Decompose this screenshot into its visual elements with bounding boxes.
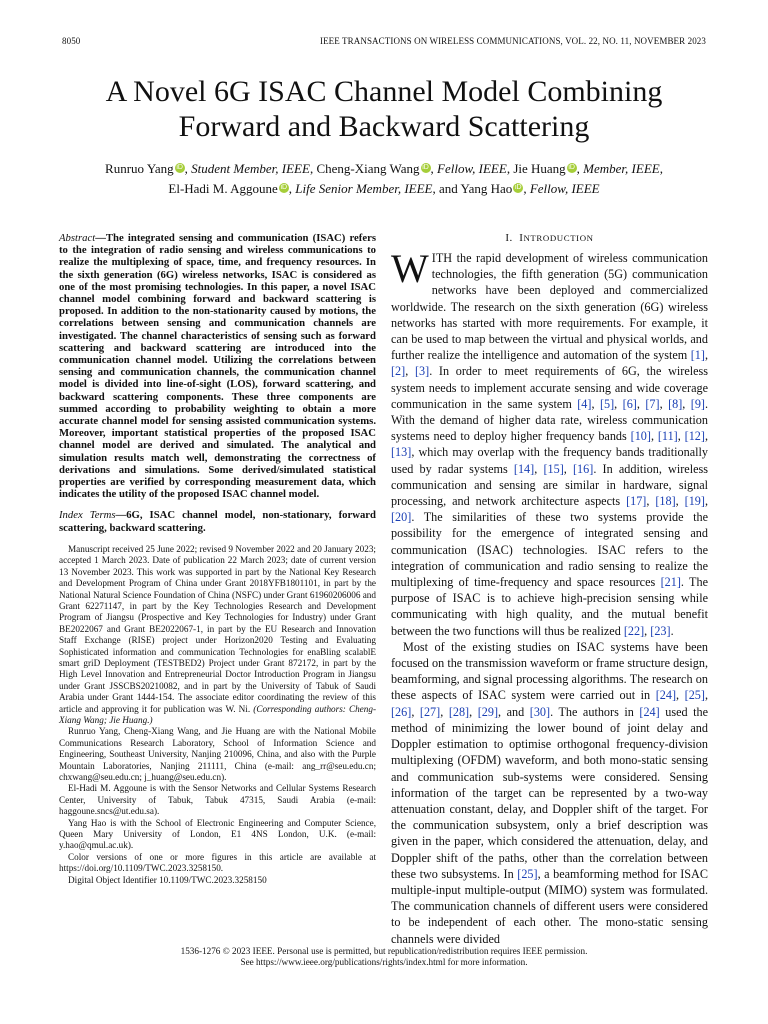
footnote-manuscript: Manuscript received 25 June 2022; revised 9 November 2022 and 20 January 2023; accepted 1 March 2023. Date of publication 22 March 2023; date of current version 13 November 2023. This work was supported in part by the National Key Research and Development Program of China under Grant 2018YFB1801101, in part by the National Natural Science Foundation of China (NSFC) under Grant 61960206006 and Grant 62271147, in part by the Key Technologies Research and Development Program of Jiangsu (Prospective and Key Technologies for Industry) under Grant BE2022067 and Grant BE2022067-1, in part by the EU Research and Innovation Staff Exchange (RISE) project under Horizon2020 Testing and Evaluating Sophisticated information and communication Technologies for enaBling scalablE smart griD Deployment (TESTBED2) Project under Grant 872172, in part by the High Level Innovation and Entrepreneurial Doctor Introduction Program in Jiangsu under Grant JSSCBS20210082, and in part by the University of Tabuk of Saudi Arabia under Grant 1444-154. The associate editor coordinating the review of this article and approving it for publication was W. Ni. (Corresponding authors: Cheng-Xiang Wang; Jie Huang.) xyxy=(59,543,377,725)
citation-link[interactable]: [6] xyxy=(622,396,637,411)
author-name: Runruo Yang xyxy=(105,161,174,176)
citation-link[interactable]: [10] xyxy=(630,429,651,444)
citation-link[interactable]: [4] xyxy=(577,396,592,411)
corresponding-authors: (Corresponding authors: Cheng-Xiang Wang; Jie Huang.) xyxy=(59,703,377,725)
abstract: Abstract—The integrated sensing and communication (ISAC) refers to the integration of radio sensing and wireless communications to realize the multiplexing of space, time, and frequency resources. In the sixth generation (6G) wireless networks, ISAC is considered as one of the most promising technologies. In this paper, a novel ISAC channel model combining forward and backward scattering is proposed. In addition to the non-stationarity caused by motions, the correlations between sensing and communication channels are investigated. The channel characteristics of sensing such as forward scattering and backward scattering are introduced into the communication channel model. Utilizing the correlations between sensing and communication channels, the communication channel model is divided into line-of-sight (LOS), forward scattering, and backward scattering components. These three components are summed according to probability weighting to obtain a more accurate channel model for sensing assisted communication systems. Moreover, important statistical properties of the proposed ISAC channel model are derived and simulated. The analytical and simulation results match well, demonstrating the correctness of derivations and simulations. Some derived/simulated statistical properties are verified by corresponding measurement data, which indicates the utility of the proposed ISAC channel model. xyxy=(59,232,376,501)
citation-link[interactable]: [27] xyxy=(419,704,441,719)
author-role: Student Member, IEEE xyxy=(191,161,310,176)
citation-link[interactable]: [23] xyxy=(650,623,671,638)
citation-link[interactable]: [15] xyxy=(543,461,564,476)
footnote-affiliation: El-Hadi M. Aggoune is with the Sensor Networks and Cellular Systems Research Center, University of Tabuk, Tabuk 47315, Saudi Arabia (e-mail: haggoune.sncs@ut.edu.sa). xyxy=(59,783,376,817)
drop-cap: W xyxy=(391,246,429,291)
copyright-line: 1536-1276 © 2023 IEEE. Personal use is permitted, but republication/redistribution requires IEEE permission. xyxy=(180,946,588,956)
author-name: Jie Huang xyxy=(513,161,566,176)
footnote-affiliation: Yang Hao is with the School of Electronic Engineering and Computer Science, Queen Mary University of London, E1 4NS London, U.K. (e-mail: y.hao@qmul.ac.uk). xyxy=(59,817,376,851)
orcid-icon[interactable]: iD xyxy=(568,164,575,171)
citation-link[interactable]: [13] xyxy=(391,445,412,460)
citation-link[interactable]: [8] xyxy=(668,396,683,411)
author-line: El-Hadi M. Aggoune iD , Life Senior Member, IEEE, and Yang Hao iD , Fellow, IEEE xyxy=(168,181,600,196)
page-number: 8050 xyxy=(62,36,81,46)
citation-link[interactable]: [20] xyxy=(391,510,412,525)
orcid-icon[interactable]: iD xyxy=(422,164,429,171)
citation-link[interactable]: [30] xyxy=(529,704,551,719)
citation-link[interactable]: [14] xyxy=(513,461,535,476)
copyright-footer xyxy=(40,946,728,969)
orcid-icon[interactable]: iD xyxy=(515,184,522,191)
left-column xyxy=(59,232,376,886)
footnote-affiliation: Runruo Yang, Cheng-Xiang Wang, and Jie Huang are with the National Mobile Communications Research Laboratory, School of Information Science and Engineering, Southeast University, Nanjing 210096, China, and also with the Purple Mountain Laboratories, Nanjing 211111, China (e-mail: ang_rr@seu.edu.cn; chxwang@seu.edu.cn; j_huang@seu.edu.cn). xyxy=(59,726,376,782)
citation-link[interactable]: [28] xyxy=(448,704,470,719)
citation-link[interactable]: [3] xyxy=(414,364,430,379)
author-role: Member, IEEE xyxy=(583,161,660,176)
footnote-color-versions: Color versions of one or more figures in this article are available at https://doi.org/10.1109/TWC.2023.3258150. xyxy=(59,851,376,874)
citation-link[interactable]: [25] xyxy=(684,688,705,703)
citation-link[interactable]: [9] xyxy=(690,396,705,411)
author-role: Fellow, IEEE xyxy=(437,161,507,176)
author-role: Fellow, IEEE xyxy=(529,181,600,196)
index-terms-lead: Index Terms xyxy=(59,509,116,522)
rights-line: See https://www.ieee.org/publications/rights/index.html for more information. xyxy=(240,957,528,968)
citation-link[interactable]: [7] xyxy=(645,396,660,411)
citation-link[interactable]: [5] xyxy=(599,396,615,411)
footnote-doi: Digital Object Identifier 10.1109/TWC.2023.3258150 xyxy=(68,874,267,885)
citation-link[interactable]: [22] xyxy=(623,623,645,638)
citation-link[interactable]: [18] xyxy=(655,494,676,509)
author-role: Life Senior Member, IEEE xyxy=(295,181,433,196)
citation-link[interactable]: [16] xyxy=(573,461,594,476)
author-name: El-Hadi M. Aggoune xyxy=(168,181,278,196)
intro-paragraph: Most of the existing studies on ISAC systems have been focused on the transmission waveform or frame structure design, beamforming, and signal processing algorithms. The research on these aspects of ISAC system were carried out in [24], [25], [26], [27], [28], [29], and [30]. The authors in [24] used the method of minimizing the lower bound of joint delay and Doppler estimation to optimise orthogonal frequency-division multiplexing (OFDM) waveform, and both mono-static sensing and communication sub-systems were considered. Sensing information of the target can be represented by a two-way attenuation constant, delay, and Doppler shift of the target. For the communication subsystem, only a brief description was given in the paper, which considered the attenuation, delay, and Doppler shift of the paths, other than the correlation between these two subsystems. In [25], a beamforming method for ISAC multiple-input multiple-output (MIMO) system was formulated. The communication channels of different users were considered to be independent of each other. The mono-static sensing channels were divided xyxy=(391,639,709,946)
right-column xyxy=(391,232,708,947)
journal-header: IEEE TRANSACTIONS ON WIRELESS COMMUNICATIONS, VOL. 22, NO. 11, NOVEMBER 2023 xyxy=(319,36,706,46)
author-line: Runruo Yang iD , Student Member, IEEE, Cheng-Xiang Wang iD , Fellow, IEEE, Jie Huang iD , Member, IEEE, xyxy=(105,161,663,176)
citation-link[interactable]: [29] xyxy=(477,704,499,719)
index-terms-text: 6G, ISAC channel model, non-stationary, forward scattering, backward scattering. xyxy=(59,509,376,534)
index-terms: Index Terms—6G, ISAC channel model, non-stationary, forward scattering, backward scattering. xyxy=(59,509,376,534)
footnotes xyxy=(59,544,376,886)
citation-link[interactable]: [19] xyxy=(684,494,705,509)
abstract-text: The integrated sensing and communication (ISAC) refers to the integration of radio sensing and wireless communications to realize the multiplexing of space, time, and frequency resources. In the sixth generation (6G) wireless networks, ISAC is considered as one of the most promising technologies. In this paper, a novel ISAC channel model combining forward and backward scattering is proposed. In addition to the non-stationarity caused by motions, the correlations between sensing and communication channels are investigated. The channel characteristics of sensing such as forward scattering and backward scattering are introduced into the communication channel model. Utilizing the correlations between sensing and communication channels, the communication channel model is divided into line-of-sight (LOS), forward scattering, and backward scattering components. These three components are summed according to probability weighting to obtain a more accurate channel model for sensing assisted communication systems. Moreover, important statistical properties of the proposed ISAC channel model are derived and simulated. The analytical and simulation results match well, demonstrating the correctness of derivations and simulations. Some derived/simulated statistical properties are verified by corresponding measurement data, which indicates the utility of the proposed ISAC channel model. xyxy=(59,232,376,501)
intro-paragraph: WITH the rapid development of wireless communication technologies, the fifth generation (5G) communication networks have been deployed and commercialized worldwide. The research on the sixth generation (6G) wireless networks has started with more requirements. For example, it can be used to map between the virtual and physical worlds, and further realize the intelligence and automation of the system [1], [2], [3]. In order to meet requirements of 6G, the wireless system needs to implement accurate sensing and wide coverage communication in the same system [4], [5], [6], [7], [8], [9]. With the demand of higher data rate, wireless communication systems need to deploy higher frequency bands [10], [11], [12], [13], which may overlap with the frequency bands traditionally used by radar systems [14], [15], [16]. In addition, wireless communication and sensing are similar in hardware, signal processing, and network architecture aspects [17], [18], [19], [20]. The similarities of these two systems provide the possibility for the emergence of integrated sensing and communication (ISAC) technologies. ISAC refers to the integration of communication and radio sensing to realize the multiplexing of time-frequency and space resources [21]. The purpose of ISAC is to achieve high-precision sensing while communicating with high quality, and the mutual benefit between the two functions will thus be realized [22], [23]. xyxy=(391,246,709,638)
orcid-icon[interactable]: iD xyxy=(280,184,288,191)
citation-link[interactable]: [24] xyxy=(655,688,677,703)
orcid-icon[interactable]: iD xyxy=(176,164,183,171)
title-line: Forward and Backward Scattering xyxy=(178,110,590,143)
citation-link[interactable]: [21] xyxy=(660,575,681,590)
section-heading: I. INTRODUCTION xyxy=(505,232,594,244)
paper-title xyxy=(40,74,728,144)
abstract-lead: Abstract xyxy=(59,232,96,244)
title-line: A Novel 6G ISAC Channel Model Combining xyxy=(105,75,663,108)
citation-link[interactable]: [26] xyxy=(391,704,412,719)
author-list xyxy=(40,159,728,199)
citation-link[interactable]: [12] xyxy=(684,429,705,444)
citation-link[interactable]: [24] xyxy=(639,704,660,719)
author-name: Yang Hao xyxy=(460,181,513,196)
citation-link[interactable]: [1] xyxy=(690,348,705,363)
citation-link[interactable]: [2] xyxy=(391,364,406,379)
author-name: Cheng-Xiang Wang xyxy=(316,161,420,176)
citation-link[interactable]: [11] xyxy=(657,429,678,444)
citation-link[interactable]: [17] xyxy=(626,494,647,509)
citation-link[interactable]: [25] xyxy=(517,866,538,881)
